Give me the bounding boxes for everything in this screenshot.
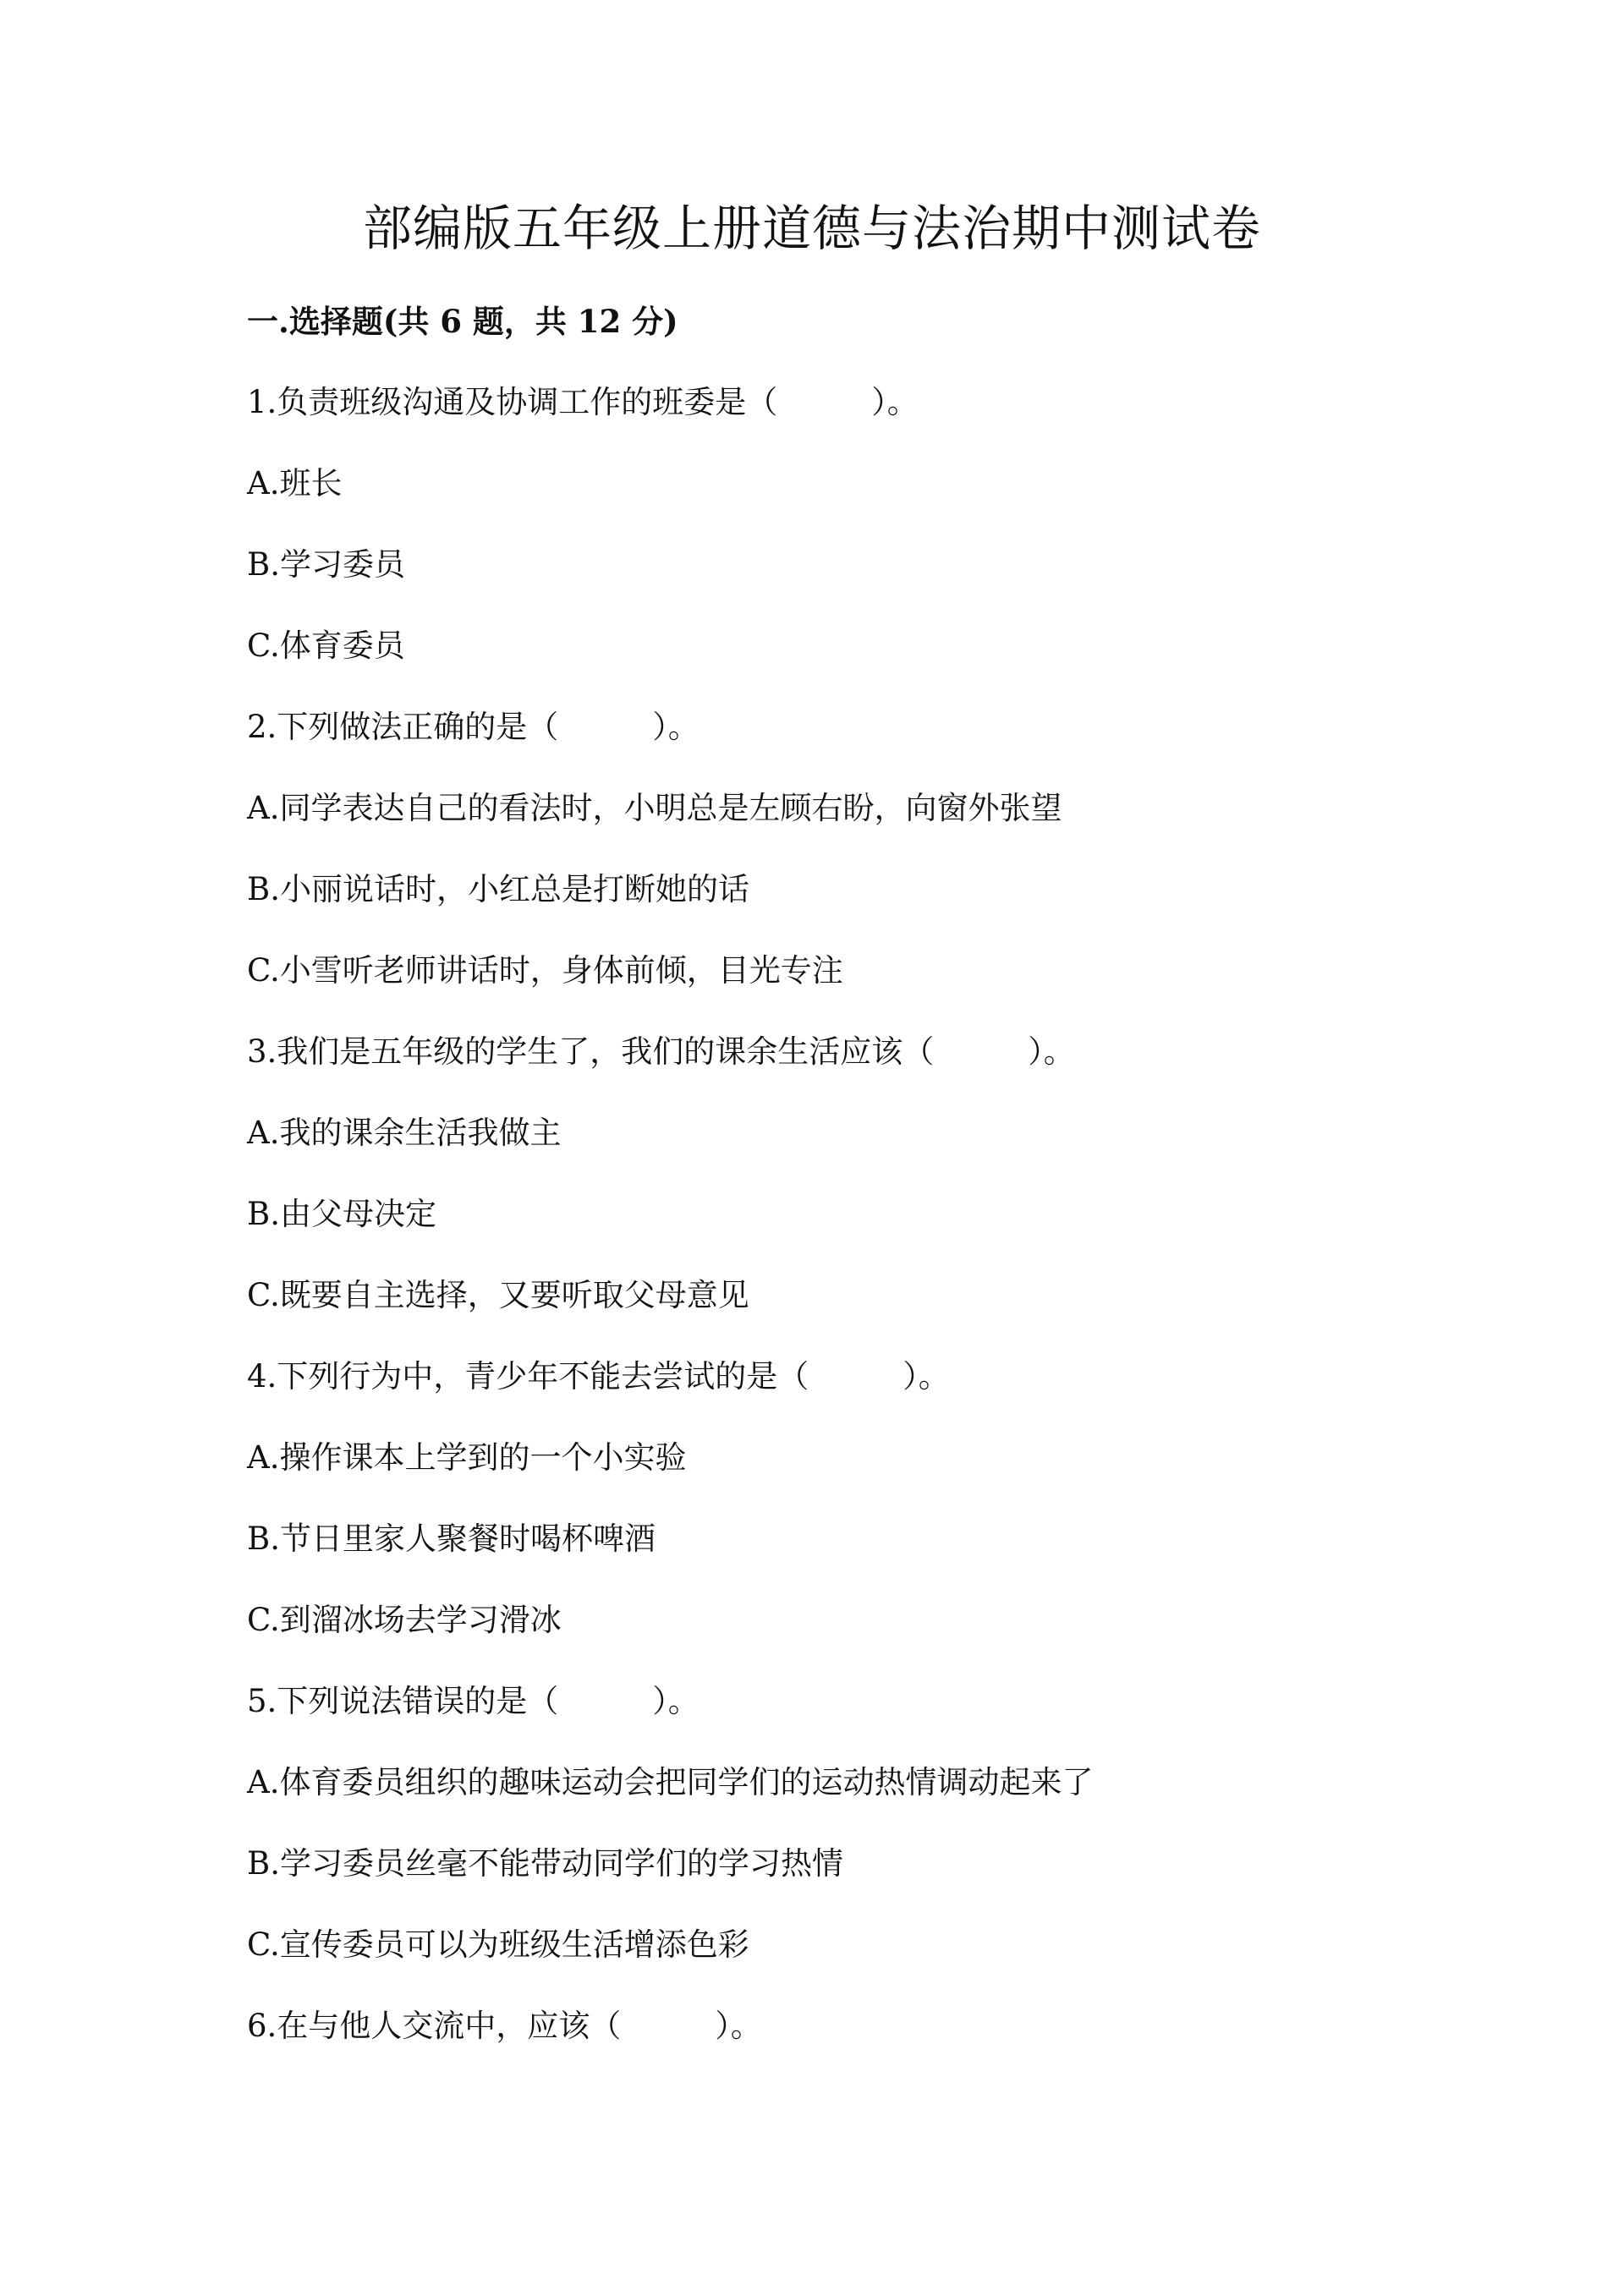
question-option: B.学习委员丝毫不能带动同学们的学习热情 — [247, 1845, 843, 1882]
question-stem: 6.在与他人交流中，应该（ ）。 — [247, 2008, 762, 2044]
question-option: C.既要自主选择，又要听取父母意见 — [247, 1277, 749, 1313]
question-option: A.同学表达自己的看法时，小明总是左顾右盼，向窗外张望 — [247, 790, 1062, 826]
question-option: B.学习委员 — [247, 546, 405, 583]
question-option: C.体育委员 — [247, 627, 405, 664]
question-option: A.体育委员组织的趣味运动会把同学们的运动热情调动起来了 — [247, 1764, 1094, 1800]
question-stem: 2.下列做法正确的是（ ）。 — [247, 709, 700, 745]
question-option: A.操作课本上学到的一个小实验 — [247, 1439, 687, 1476]
question-stem: 1.负责班级沟通及协调工作的班委是（ ）。 — [247, 384, 919, 420]
question-option: C.小雪听老师讲话时，身体前倾，目光专注 — [247, 952, 843, 989]
question-option: B.节日里家人聚餐时喝杯啤酒 — [247, 1521, 656, 1557]
question-option: B.小丽说话时，小红总是打断她的话 — [247, 871, 749, 907]
question-option: A.我的课余生活我做主 — [247, 1115, 562, 1151]
question-stem: 4.下列行为中，青少年不能去尝试的是（ ）。 — [247, 1358, 950, 1395]
question-stem: 3.我们是五年级的学生了，我们的课余生活应该（ ）。 — [247, 1033, 1075, 1070]
question-option: A.班长 — [247, 465, 343, 501]
page-title: 部编版五年级上册道德与法治期中测试卷 — [362, 200, 1261, 257]
question-stem: 5.下列说法错误的是（ ）。 — [247, 1683, 700, 1719]
question-option: B.由父母决定 — [247, 1196, 436, 1232]
question-option: C.到溜冰场去学习滑冰 — [247, 1602, 562, 1638]
section-heading: 一.选择题(共 6 题，共 12 分) — [247, 303, 678, 340]
question-option: C.宣传委员可以为班级生活增添色彩 — [247, 1926, 749, 1963]
